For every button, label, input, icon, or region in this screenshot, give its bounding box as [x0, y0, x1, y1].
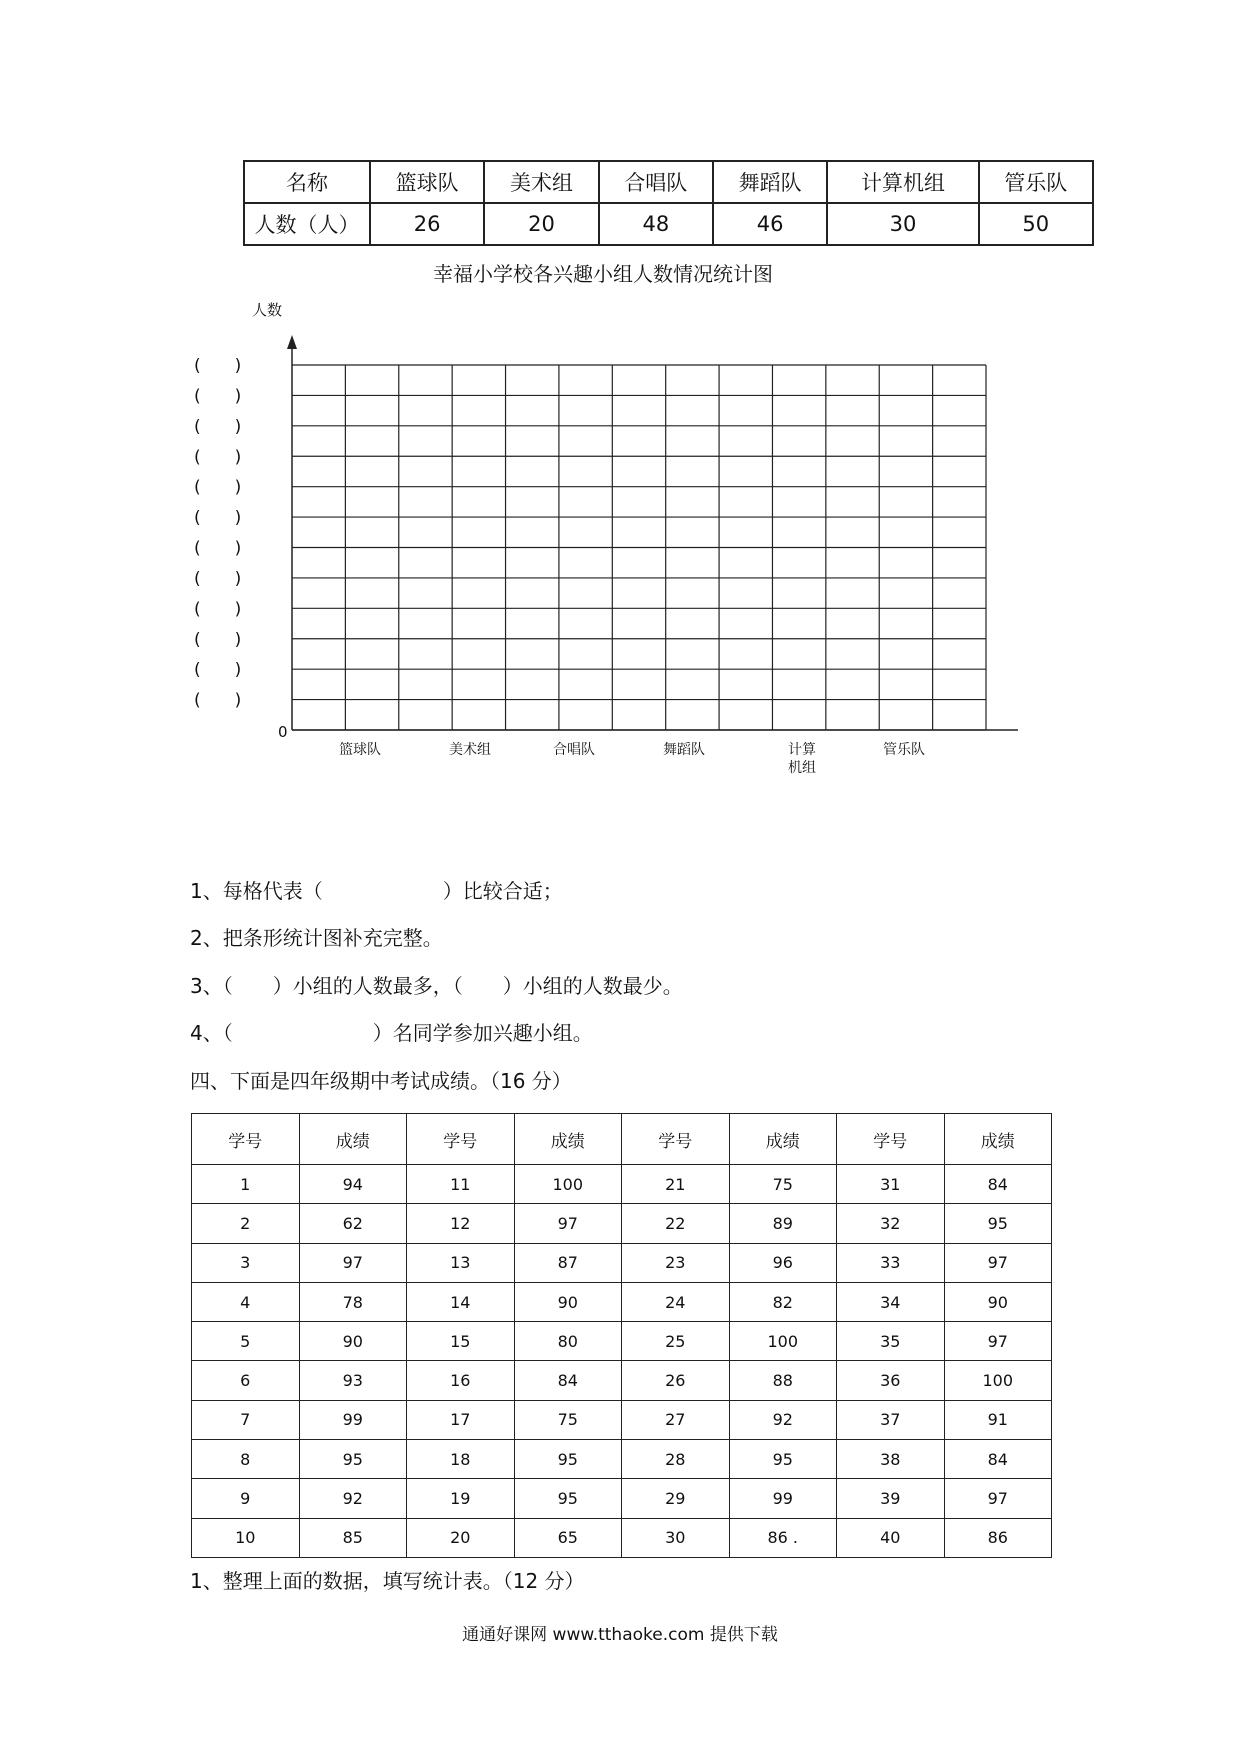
section-4-heading: 四、下面是四年级期中考试成绩。（16 分）	[190, 1069, 572, 1093]
x-tick-label: 管乐队	[883, 742, 925, 758]
table-cell: 8	[192, 1440, 300, 1479]
score-table-header-row	[192, 1114, 1052, 1165]
table-cell: 90	[299, 1322, 407, 1361]
table-cell: 15	[407, 1322, 515, 1361]
y-tick-label: ( )	[194, 568, 242, 589]
table-cell: 11	[407, 1165, 515, 1204]
table-cell: 86 .	[729, 1518, 837, 1557]
table-cell: 91	[944, 1400, 1052, 1439]
table-cell: 84	[944, 1440, 1052, 1479]
x-tick-label: 机组	[788, 760, 816, 776]
column-header: 学号	[407, 1114, 515, 1165]
task-1-instruction: 1、整理上面的数据，填写统计表。（12 分）	[190, 1569, 585, 1593]
group-name: 舞蹈队	[713, 161, 827, 203]
table-row	[192, 1243, 1052, 1282]
y-axis-arrow-icon	[287, 335, 297, 349]
table-cell: 1	[192, 1165, 300, 1204]
y-tick-label: ( )	[194, 599, 242, 620]
y-tick-label: ( )	[194, 416, 242, 437]
table-cell: 78	[299, 1282, 407, 1321]
table-cell: 25	[622, 1322, 730, 1361]
group-name: 管乐队	[979, 161, 1093, 203]
table-cell: 84	[944, 1165, 1052, 1204]
table-cell: 16	[407, 1361, 515, 1400]
count-label: 人数（人）	[244, 203, 370, 245]
y-tick-label: ( )	[194, 386, 242, 407]
table-cell: 100	[944, 1361, 1052, 1400]
group-count: 20	[484, 203, 598, 245]
column-header: 成绩	[729, 1114, 837, 1165]
table-cell: 95	[729, 1440, 837, 1479]
table-cell: 95	[514, 1479, 622, 1518]
chart-title: 幸福小学校各兴趣小组人数情况统计图	[433, 262, 773, 286]
group-name: 美术组	[484, 161, 598, 203]
table-cell: 12	[407, 1204, 515, 1243]
table-cell: 37	[837, 1400, 945, 1439]
table-cell: 28	[622, 1440, 730, 1479]
question-2: 2、把条形统计图补充完整。	[190, 926, 443, 950]
table-cell: 90	[944, 1282, 1052, 1321]
group-count: 46	[713, 203, 827, 245]
table-cell: 10	[192, 1518, 300, 1557]
x-tick-label: 合唱队	[553, 742, 595, 758]
table-cell: 97	[514, 1204, 622, 1243]
column-header: 成绩	[299, 1114, 407, 1165]
score-table	[191, 1113, 1052, 1558]
table-cell: 30	[622, 1518, 730, 1557]
table-cell: 21	[622, 1165, 730, 1204]
x-tick-label: 篮球队	[339, 742, 381, 758]
table-cell: 99	[299, 1400, 407, 1439]
table-cell: 82	[729, 1282, 837, 1321]
table-cell: 22	[622, 1204, 730, 1243]
table-cell: 94	[299, 1165, 407, 1204]
column-header: 学号	[837, 1114, 945, 1165]
table-row	[192, 1322, 1052, 1361]
table-cell: 33	[837, 1243, 945, 1282]
table-cell: 19	[407, 1479, 515, 1518]
table-cell: 75	[729, 1165, 837, 1204]
table-cell: 87	[514, 1243, 622, 1282]
y-tick-label: ( )	[194, 538, 242, 559]
table-cell: 88	[729, 1361, 837, 1400]
group-name-row	[244, 161, 1093, 203]
table-cell: 90	[514, 1282, 622, 1321]
y-axis-label: 人数	[252, 301, 283, 319]
question-4: 4、（ ）名同学参加兴趣小组。	[190, 1021, 593, 1045]
table-cell: 65	[514, 1518, 622, 1557]
table-cell: 17	[407, 1400, 515, 1439]
table-cell: 97	[944, 1479, 1052, 1518]
table-cell: 100	[514, 1165, 622, 1204]
footer-credit: 通通好课网 www.tthaoke.com 提供下载	[462, 1625, 778, 1645]
table-cell: 84	[514, 1361, 622, 1400]
x-tick-label: 美术组	[449, 742, 491, 758]
column-header: 学号	[622, 1114, 730, 1165]
table-cell: 13	[407, 1243, 515, 1282]
table-cell: 5	[192, 1322, 300, 1361]
table-cell: 85	[299, 1518, 407, 1557]
table-cell: 9	[192, 1479, 300, 1518]
table-row	[192, 1479, 1052, 1518]
y-tick-label: ( )	[194, 660, 242, 681]
group-count: 30	[827, 203, 978, 245]
table-cell: 4	[192, 1282, 300, 1321]
table-cell: 97	[944, 1243, 1052, 1282]
table-cell: 3	[192, 1243, 300, 1282]
y-tick-label: ( )	[194, 629, 242, 650]
table-cell: 40	[837, 1518, 945, 1557]
table-cell: 89	[729, 1204, 837, 1243]
table-row	[192, 1400, 1052, 1439]
table-cell: 31	[837, 1165, 945, 1204]
table-cell: 18	[407, 1440, 515, 1479]
table-cell: 95	[299, 1440, 407, 1479]
table-cell: 29	[622, 1479, 730, 1518]
table-cell: 36	[837, 1361, 945, 1400]
table-cell: 2	[192, 1204, 300, 1243]
table-cell: 97	[944, 1322, 1052, 1361]
table-cell: 75	[514, 1400, 622, 1439]
table-cell: 26	[622, 1361, 730, 1400]
origin-label: 0	[278, 723, 288, 741]
table-cell: 27	[622, 1400, 730, 1439]
table-row	[192, 1361, 1052, 1400]
table-cell: 93	[299, 1361, 407, 1400]
table-row	[192, 1518, 1052, 1557]
table-cell: 34	[837, 1282, 945, 1321]
group-count: 50	[979, 203, 1093, 245]
table-cell: 97	[299, 1243, 407, 1282]
table-row	[192, 1440, 1052, 1479]
y-tick-label: ( )	[194, 356, 242, 376]
group-count-row	[244, 203, 1093, 245]
table-row	[192, 1282, 1052, 1321]
group-name: 合唱队	[599, 161, 713, 203]
x-tick-label: 舞蹈队	[663, 742, 705, 758]
table-cell: 38	[837, 1440, 945, 1479]
table-cell: 20	[407, 1518, 515, 1557]
y-tick-label: ( )	[194, 690, 242, 711]
table-cell: 95	[514, 1440, 622, 1479]
table-cell: 100	[729, 1322, 837, 1361]
interest-group-table	[243, 160, 1094, 246]
table-cell: 6	[192, 1361, 300, 1400]
column-header: 成绩	[944, 1114, 1052, 1165]
group-name: 计算机组	[827, 161, 978, 203]
group-count: 26	[370, 203, 484, 245]
y-tick-label: ( )	[194, 447, 242, 468]
question-1: 1、每格代表（ ）比较合适；	[190, 879, 563, 903]
table-cell: 24	[622, 1282, 730, 1321]
table-cell: 99	[729, 1479, 837, 1518]
table-cell: 96	[729, 1243, 837, 1282]
table-cell: 95	[944, 1204, 1052, 1243]
table-cell: 86	[944, 1518, 1052, 1557]
table-cell: 35	[837, 1322, 945, 1361]
question-3: 3、（ ）小组的人数最多，（ ）小组的人数最少。	[190, 974, 683, 998]
y-tick-label: ( )	[194, 508, 242, 529]
table-cell: 23	[622, 1243, 730, 1282]
table-cell: 39	[837, 1479, 945, 1518]
bar-chart-grid	[180, 300, 1040, 790]
header-label: 名称	[244, 161, 370, 203]
table-cell: 62	[299, 1204, 407, 1243]
table-cell: 14	[407, 1282, 515, 1321]
group-name: 篮球队	[370, 161, 484, 203]
table-cell: 7	[192, 1400, 300, 1439]
column-header: 成绩	[514, 1114, 622, 1165]
table-cell: 92	[729, 1400, 837, 1439]
table-cell: 80	[514, 1322, 622, 1361]
table-row	[192, 1204, 1052, 1243]
table-cell: 32	[837, 1204, 945, 1243]
y-tick-label: ( )	[194, 477, 242, 498]
table-row	[192, 1165, 1052, 1204]
column-header: 学号	[192, 1114, 300, 1165]
x-tick-label: 计算	[788, 742, 816, 758]
group-count: 48	[599, 203, 713, 245]
table-cell: 92	[299, 1479, 407, 1518]
